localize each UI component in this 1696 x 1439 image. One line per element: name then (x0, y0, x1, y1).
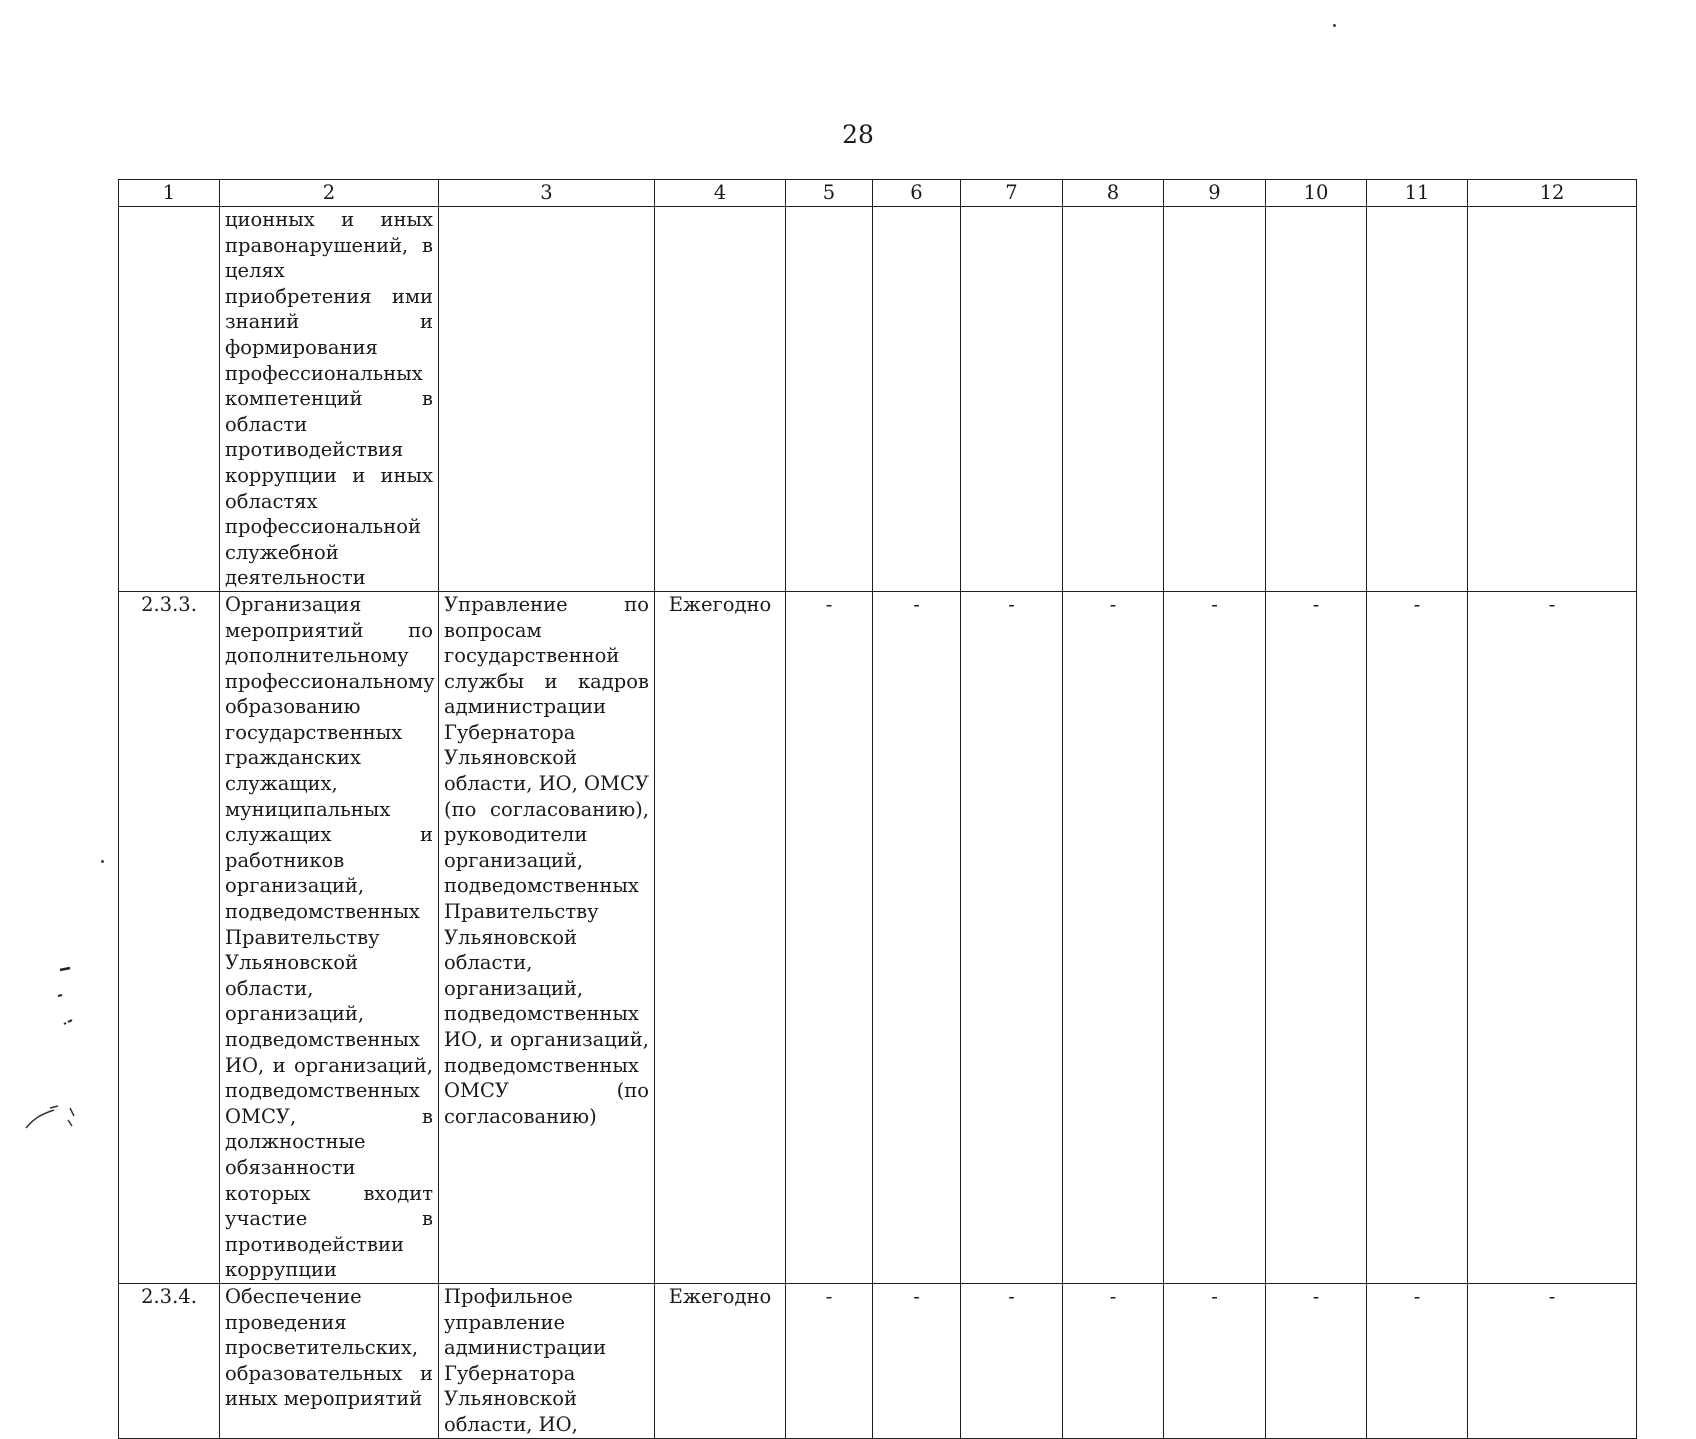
value-cell (1468, 207, 1637, 592)
table-row (119, 591, 1637, 1283)
item-number (119, 207, 220, 592)
measure-text: ционных и иных правонарушений, в целях приобретения ими знаний и формирования профессиональных компетенций в области противодействия коррупции и иных областях профессиональной служебной деятельности (220, 207, 439, 592)
value-cell: - (1468, 1283, 1637, 1438)
column-header: 3 (439, 180, 655, 207)
value-cell: - (961, 591, 1063, 1283)
value-cell: - (1468, 591, 1637, 1283)
item-number: 2.3.4. (119, 1283, 220, 1438)
scan-speck (101, 860, 104, 863)
column-header: 9 (1164, 180, 1266, 207)
value-cell: - (1164, 1283, 1266, 1438)
table-row (119, 1283, 1637, 1438)
measure-text: Организация мероприятий по дополнительному профессиональному образованию государственных гражданских служащих, муниципальных служащих и работников организаций, подведомственных Правительству Ульяновской области, организаций, подведомственных ИО, и организаций, подведомственных ОМСУ, в должностные обязанности которых входит участие в противодействии коррупции (220, 591, 439, 1283)
value-cell: - (1266, 1283, 1367, 1438)
column-header: 5 (786, 180, 873, 207)
table-row (119, 207, 1637, 592)
value-cell: - (873, 1283, 961, 1438)
scan-speck (1333, 24, 1336, 27)
value-cell (1063, 207, 1164, 592)
column-header: 8 (1063, 180, 1164, 207)
scan-artifact-marks (20, 950, 90, 1130)
value-cell: - (1266, 591, 1367, 1283)
value-cell: - (1164, 591, 1266, 1283)
item-number: 2.3.3. (119, 591, 220, 1283)
value-cell: - (1063, 1283, 1164, 1438)
value-cell (1367, 207, 1468, 592)
executor-text: Профильное управление администрации Губернатора Ульяновской области, ИО, (439, 1283, 655, 1438)
value-cell: - (1063, 591, 1164, 1283)
measure-text: Обеспечение проведения просветительских, образовательных и иных мероприятий (220, 1283, 439, 1438)
value-cell: - (873, 591, 961, 1283)
column-header: 11 (1367, 180, 1468, 207)
column-header: 2 (220, 180, 439, 207)
period-text (655, 207, 786, 592)
column-header: 1 (119, 180, 220, 207)
column-header: 12 (1468, 180, 1637, 207)
value-cell: - (786, 1283, 873, 1438)
value-cell (1164, 207, 1266, 592)
value-cell: - (1367, 591, 1468, 1283)
value-cell: - (1367, 1283, 1468, 1438)
executor-text: Управление по вопросам государственной службы и кадров администрации Губернатора Ульяновской области, ИО, ОМСУ (по согласованию), руководители организаций, подведомственных Правительству Ульяновской области, организаций, подведомственных ИО, и организаций, подведомственных ОМСУ (по согласованию) (439, 591, 655, 1283)
table-header-row (119, 180, 1637, 207)
period-text: Ежегодно (655, 1283, 786, 1438)
column-header: 10 (1266, 180, 1367, 207)
column-header: 4 (655, 180, 786, 207)
value-cell (786, 207, 873, 592)
page-number: 28 (842, 120, 874, 149)
executor-text (439, 207, 655, 592)
column-header: 6 (873, 180, 961, 207)
value-cell: - (961, 1283, 1063, 1438)
plan-table (118, 179, 1637, 1439)
value-cell (961, 207, 1063, 592)
value-cell (873, 207, 961, 592)
value-cell: - (786, 591, 873, 1283)
column-header: 7 (961, 180, 1063, 207)
value-cell (1266, 207, 1367, 592)
period-text: Ежегодно (655, 591, 786, 1283)
